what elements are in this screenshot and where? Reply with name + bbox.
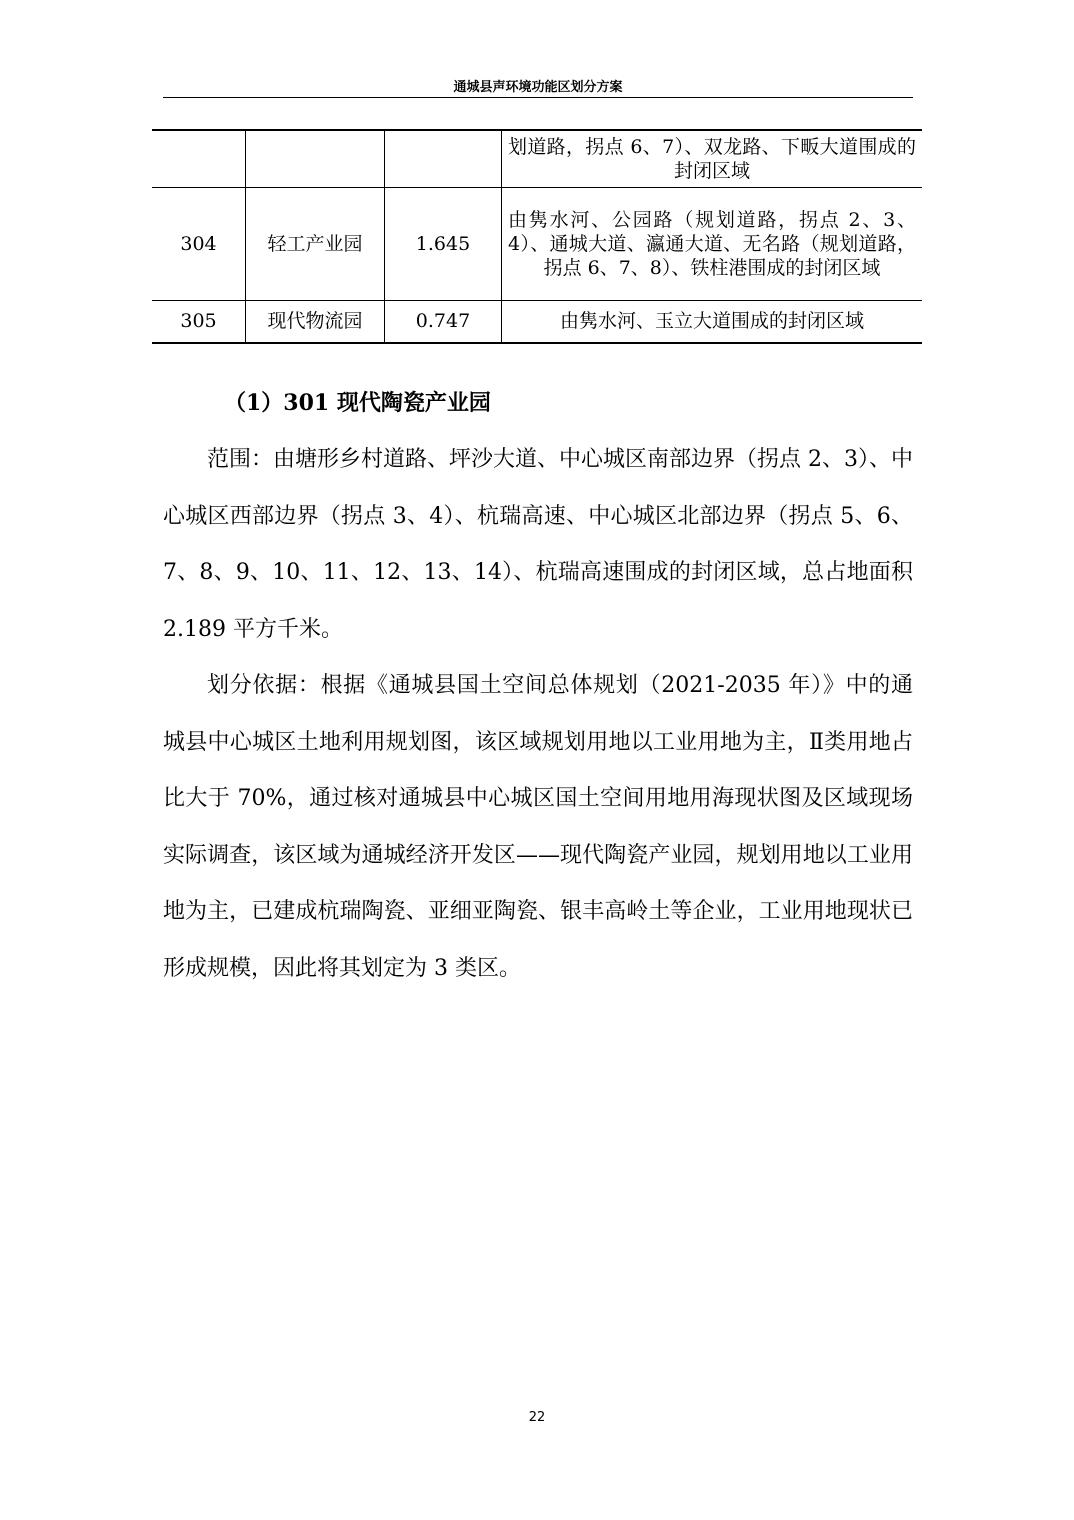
zone-area-cell: 0.747 bbox=[385, 300, 502, 343]
zone-boundary-cell: 由隽水河、玉立大道围成的封闭区域 bbox=[502, 300, 923, 343]
table-row bbox=[152, 187, 922, 300]
zone-code-cell bbox=[152, 130, 246, 187]
scope-paragraph: 范围：由塘形乡村道路、坪沙大道、中心城区南部边界（拐点 2、3）、中心城区西部边界（拐点 3、4）、杭瑞高速、中心城区北部边界（拐点 5、6、7、8、9、10、11、12、13、14）、杭瑞高速围成的封闭区域，总占地面积 2.189 平方千米。 bbox=[163, 447, 913, 642]
zone-boundary-cell: 由隽水河、公园路（规划道路，拐点 2、3、4）、通城大道、瀛通大道、无名路（规划道路，拐点 6、7、8）、铁柱港围成的封闭区域 bbox=[502, 187, 923, 300]
zone-name-cell bbox=[246, 130, 385, 187]
zone-table bbox=[152, 129, 922, 344]
zone-name-cell: 现代物流园 bbox=[246, 300, 385, 343]
table-row bbox=[152, 130, 922, 187]
section-heading: （1）301 现代陶瓷产业园 bbox=[224, 390, 491, 416]
table-row bbox=[152, 300, 922, 343]
page-header: 通城县声环境功能区划分方案 bbox=[453, 80, 623, 95]
zone-name-cell: 轻工产业园 bbox=[246, 187, 385, 300]
zone-code-cell: 304 bbox=[152, 187, 246, 300]
page-number: 22 bbox=[528, 1410, 546, 1425]
zone-area-cell bbox=[385, 130, 502, 187]
zone-code-cell: 305 bbox=[152, 300, 246, 343]
header-rule bbox=[163, 97, 913, 98]
zone-boundary-cell: 划道路，拐点 6、7）、双龙路、下畈大道围成的封闭区域 bbox=[502, 130, 923, 187]
basis-paragraph: 划分依据：根据《通城县国土空间总体规划（2021-2035 年）》中的通城县中心城区土地利用规划图，该区域规划用地以工业用地为主，Ⅱ类用地占比大于 70%，通过核对通城县中心城区国土空间用地用海现状图及区域现场实际调查，该区域为通城经济开发区——现代陶瓷产业园，规划用地以工业用地为主，已建成杭瑞陶瓷、亚细亚陶瓷、银丰高岭土等企业，工业用地现状已形成规模，因此将其划定为 3 类区。 bbox=[163, 673, 913, 981]
zone-area-cell: 1.645 bbox=[385, 187, 502, 300]
